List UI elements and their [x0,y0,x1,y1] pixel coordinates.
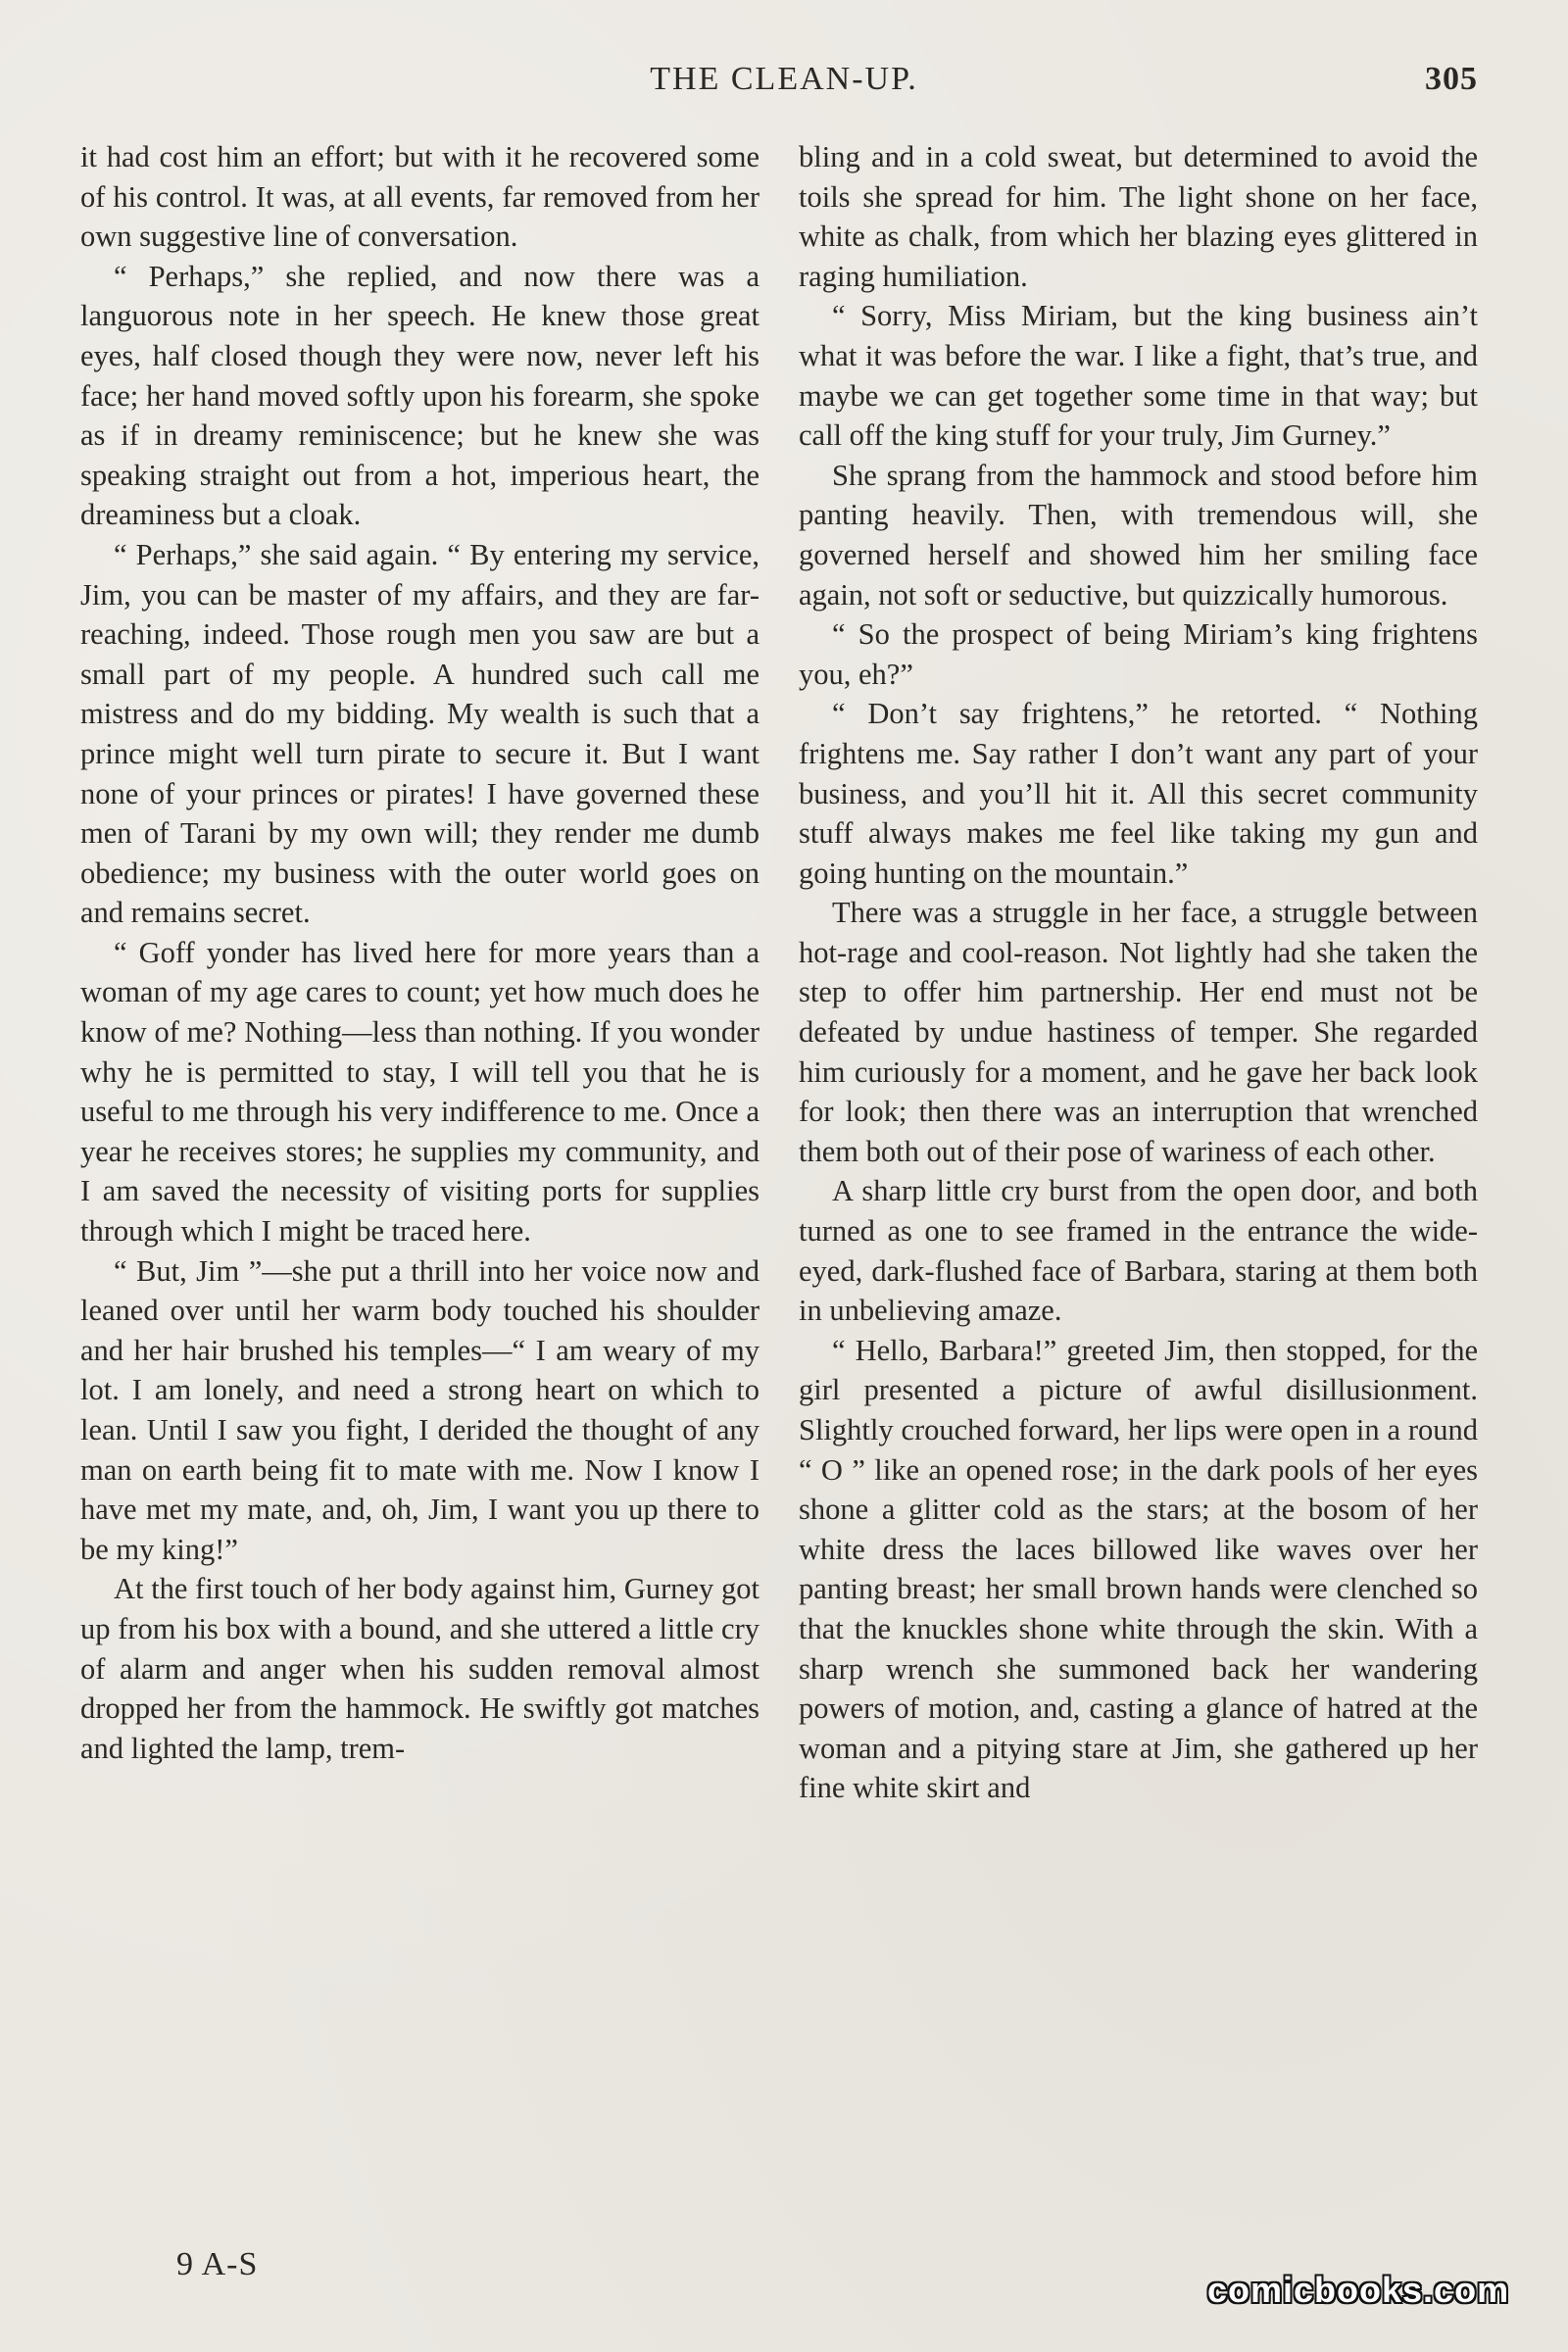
left-column [80,137,760,1768]
paragraph: A sharp little cry burst from the open door, and both turned as one to see framed in the entrance the wide-eyed, dark-flushed face of Barbara, staring at them both in unbelieving amaze. [799,1174,1478,1328]
paragraph: “ Perhaps,” she replied, and now there was a languorous note in her speech. He knew those great eyes, half closed though they were now, never left his face; her hand moved softly upon his forearm, she spoke as if in dreamy reminiscence; but he knew she was speaking straight out from a hot, imperious heart, the dreaminess but a cloak. [80,259,760,532]
right-column [799,137,1478,1808]
paragraph: “ Sorry, Miss Miriam, but the king business ain’t what it was before the war. I like a fight, that’s true, and maybe we can get together some time in that way; but call off the king stuff for your truly, Jim Gurney.” [799,299,1478,453]
paragraph: “ Goff yonder has lived here for more years than a woman of my age cares to count; yet how much does he know of me? Nothing—less than nothing. If you wonder why he is permitted to stay, I will tell you that he is useful to me through his very indifference to me. Once a year he receives stores; he supplies my community, and I am saved the necessity of visiting ports for supplies through which I might be traced here. [80,935,760,1249]
watermark-logo: comicbooks.com [1207,2270,1510,2310]
page-number: 305 [1425,61,1478,97]
running-head: THE CLEAN-UP. [650,61,918,97]
signature-mark: 9 A-S [176,2246,259,2282]
paragraph: There was a struggle in her face, a struggle between hot-rage and cool-reason. Not lightly had she taken the step to offer him partnership. Her end must not be defeated by undue hastiness of temper. She regarded him curiously for a moment, and he gave her back look for look; then there was an interruption that wrenched them both out of their pose of wariness of each other. [799,896,1478,1168]
paragraph: it had cost him an effort; but with it he recovered some of his control. It was, at all events, far removed from her own suggestive line of conversation. [80,140,760,254]
page-header [0,61,1568,110]
paragraph: bling and in a cold sweat, but determined to avoid the toils she spread for him. The light shone on her face, white as chalk, from which her blazing eyes glittered in raging humiliation. [799,140,1478,293]
paragraph: “ Hello, Barbara!” greeted Jim, then stopped, for the girl presented a picture of awful disillusionment. Slightly crouched forward, her lips were open in a round “ O ” like an opened rose; in the dark pools of her eyes shone a glitter cold as the stars; at the bosom of her white dress the laces billowed like waves over her panting breast; her small brown hands were clenched so that the knuckles shone white through the skin. With a sharp wrench she summoned back her wandering powers of motion, and, casting a glance of hatred at the woman and a pitying stare at Jim, she gathered up her fine white skirt and [799,1333,1478,1805]
paragraph: At the first touch of her body against him, Gurney got up from his box with a bound, and she uttered a little cry of alarm and anger when his sudden removal almost dropped her from the hammock. He swiftly got matches and lighted the lamp, trem- [80,1572,760,1765]
paragraph: She sprang from the hammock and stood before him panting heavily. Then, with tremendous will, she governed herself and showed him her smiling face again, not soft or seductive, but quizzically humorous. [799,458,1478,612]
paragraph: “ So the prospect of being Miriam’s king frightens you, eh?” [799,617,1478,691]
paragraph: “ Perhaps,” she said again. “ By entering my service, Jim, you can be master of my affairs, and they are far-reaching, indeed. Those rough men you saw are but a small part of my people. A hundred such call me mistress and do my bidding. My wealth is such that a prince might well turn pirate to secure it. But I want none of your princes or pirates! I have governed these men of Tarani by my own will; they render me dumb obedience; my business with the outer world goes on and remains secret. [80,537,760,930]
paragraph: “ Don’t say frightens,” he retorted. “ Nothing frightens me. Say rather I don’t want any part of your business, and you’ll hit it. All this secret community stuff always makes me feel like taking my gun and going hunting on the mountain.” [799,697,1478,890]
paragraph: “ But, Jim ”—she put a thrill into her voice now and leaned over until her warm body touched his shoulder and her hair brushed his temples—“ I am weary of my lot. I am lonely, and need a strong heart on which to lean. Until I saw you fight, I derided the thought of any man on earth being fit to mate with me. Now I know I have met my mate, and, oh, Jim, I want you up there to be my king!” [80,1253,760,1566]
